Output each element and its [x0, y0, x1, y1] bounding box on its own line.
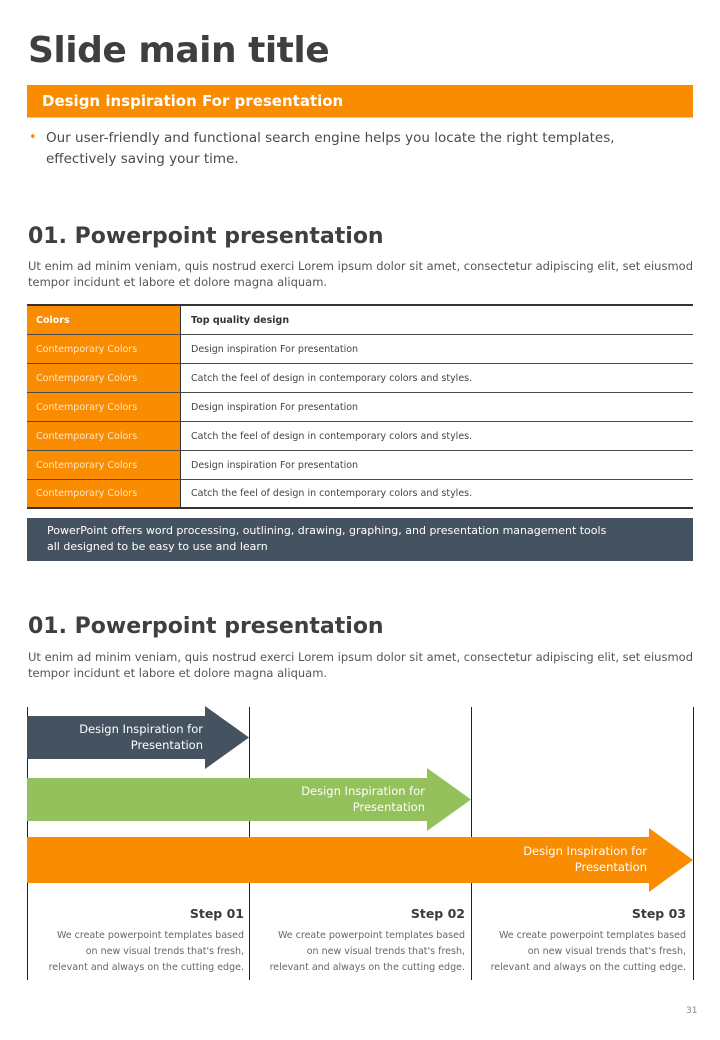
table-cell: Contemporary Colors	[27, 335, 181, 363]
section2-heading: 01. Powerpoint presentation	[28, 614, 384, 639]
table-row	[27, 422, 693, 451]
page-title: Slide main title	[28, 30, 330, 71]
table-cell: Contemporary Colors	[27, 393, 181, 421]
table-cell: Contemporary Colors	[27, 364, 181, 392]
table-row	[27, 364, 693, 393]
table-cell: Catch the feel of design in contemporary colors and styles.	[191, 430, 473, 442]
note-box	[27, 518, 693, 561]
arrow-label: Design Inspiration for Presentation	[301, 784, 425, 814]
table-row	[27, 393, 693, 422]
table-row	[27, 451, 693, 480]
table-cell: Catch the feel of design in contemporary colors and styles.	[191, 488, 473, 499]
arrow-label: Design Inspiration for Presentation	[79, 722, 203, 752]
table-cell: Contemporary Colors	[27, 480, 181, 507]
table-cell: Contemporary Colors	[27, 422, 181, 450]
info-table	[27, 304, 693, 509]
bullet-icon: •	[29, 130, 37, 145]
step-title: Step 01	[189, 906, 244, 921]
table-cell: Design inspiration For presentation	[191, 343, 359, 355]
table-cell: Design inspiration For presentation	[191, 459, 359, 471]
table-header-cell: Top quality design	[191, 314, 290, 326]
arrow-label: Design Inspiration for Presentation	[523, 844, 647, 874]
intro-text: Our user-friendly and functional search engine helps you locate the right templates, effectively saving your time.	[46, 130, 615, 167]
table-cell: Design inspiration For presentation	[191, 401, 359, 413]
step-title: Step 03	[631, 906, 686, 921]
table-header-cell: Colors	[27, 306, 181, 334]
banner-text: Design inspiration For presentation	[42, 92, 344, 110]
note-line: PowerPoint offers word processing, outlining, drawing, graphing, and presentation management tools	[47, 524, 607, 537]
table-cell: Catch the feel of design in contemporary colors and styles.	[191, 372, 473, 384]
note-line: all designed to be easy to use and learn	[47, 540, 268, 553]
section1-paragraph: Ut enim ad minim veniam, quis nostrud exerci Lorem ipsum dolor sit amet, consectetur adipiscing elit, set eiusmod tempor incidunt et labore et dolore magna aliquam.	[28, 259, 693, 289]
column-divider	[693, 707, 694, 980]
subtitle-banner	[27, 85, 693, 118]
section2-paragraph: Ut enim ad minim veniam, quis nostrud exerci Lorem ipsum dolor sit amet, consectetur adipiscing elit, set eiusmod tempor incidunt et labore et dolore magna aliquam.	[28, 650, 693, 680]
step-title: Step 02	[410, 906, 465, 921]
section1-heading: 01. Powerpoint presentation	[28, 224, 384, 249]
table-header-row	[27, 306, 693, 335]
step-description: We create powerpoint templates based on new visual trends that's fresh, relevant and always on the cutting edge.	[48, 930, 244, 973]
table-row	[27, 480, 693, 509]
page-number: 31	[686, 1006, 698, 1016]
table-row	[27, 335, 693, 364]
step-description: We create powerpoint templates based on new visual trends that's fresh, relevant and always on the cutting edge.	[269, 930, 465, 973]
step-description: We create powerpoint templates based on new visual trends that's fresh, relevant and always on the cutting edge.	[490, 930, 686, 973]
table-cell: Contemporary Colors	[27, 451, 181, 479]
